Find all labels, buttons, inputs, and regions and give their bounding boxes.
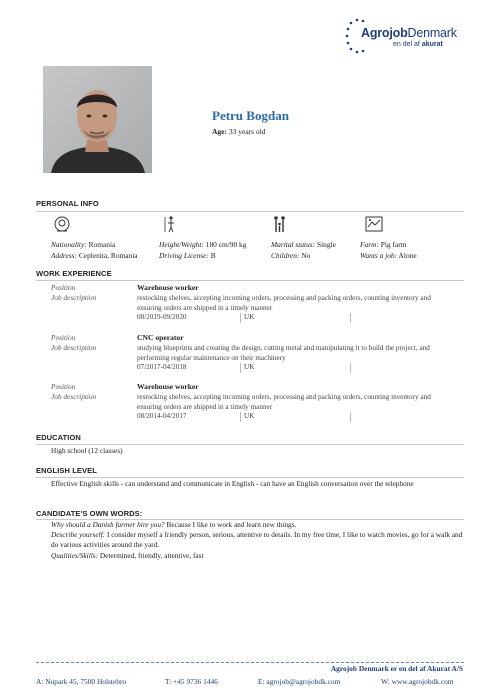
hire-reason: Why should a Danish farmer hire you? Because I like to work and learn new things. <box>51 520 297 529</box>
job-title: Warehouse worker <box>137 382 199 391</box>
job-description-label: Job description <box>51 392 97 401</box>
height-weight-field: Height/Weight: 180 cm/90 kg Driving License: B <box>159 240 247 260</box>
divider <box>240 412 241 422</box>
marital-status-field: Marital status: Single Children: No <box>271 240 336 260</box>
footer-divider <box>36 662 464 663</box>
education-text: High school (12 classes) <box>51 446 123 455</box>
divider <box>350 313 351 323</box>
candidate-name: Petru Bogdan <box>212 108 289 123</box>
job-description: studying blueprints and creating the design, cutting metal and manipulating it to build the project, and performing regular maintenance on their machinery <box>137 344 430 362</box>
agrojob-logo <box>345 16 475 56</box>
english-level-text: Effective English skills - can understand and communicate in English - can have an English conversation over the telephone <box>51 479 414 488</box>
position-label: Position <box>51 333 76 342</box>
job-title: Warehouse worker <box>137 283 199 292</box>
position-label: Position <box>51 283 76 292</box>
job-description: restocking shelves, accepting incoming orders, processing and packing orders, counting inventory and ensuring orders are shipped in a timely manner <box>137 294 431 312</box>
person-height-icon <box>160 214 180 234</box>
footer-phone: T: +45 9736 1446 <box>165 677 218 686</box>
education-heading: EDUCATION <box>36 433 81 442</box>
candidate-age: Age: 33 years old <box>212 127 266 136</box>
footer-address: A: Nupark 45, 7500 Holstebro <box>36 677 127 686</box>
job-country: UK <box>244 412 255 420</box>
divider <box>350 363 351 373</box>
divider <box>36 280 464 281</box>
divider <box>350 412 351 422</box>
footer-brand-line: Agrojob Denmark er en del af Akurat A/S <box>330 664 463 673</box>
job-title: CNC operator <box>137 333 184 342</box>
personal-info-heading: PERSONAL INFO <box>36 199 99 208</box>
work-experience-heading: WORK EXPERIENCE <box>36 269 112 278</box>
english-level-heading: ENGLISH LEVEL <box>36 466 97 475</box>
divider <box>36 211 464 212</box>
job-country: UK <box>244 313 255 321</box>
divider <box>240 313 241 323</box>
footer-website[interactable]: W: www.agrojobdk.com <box>381 677 454 686</box>
family-icon <box>270 214 290 234</box>
candidate-photo <box>43 66 152 173</box>
job-dates: 07/2017-04/2018 <box>137 363 187 371</box>
divider <box>36 477 464 478</box>
position-label: Position <box>51 382 76 391</box>
job-dates: 08/2019-09/2020 <box>137 313 187 321</box>
divider <box>36 444 464 445</box>
farm-field: Farm: Pig farm Wants a job: Alone <box>360 240 417 260</box>
own-words-text <box>51 520 469 561</box>
job-description-label: Job description <box>51 343 97 352</box>
own-words-heading: CANDIDATE'S OWN WORDS: <box>36 509 143 518</box>
self-description: Describe yourself: I consider myself a friendly person, serious, attentive to details. In my free time, I like to watch movies, go for a walk and do various activities around the yard. <box>51 530 463 550</box>
job-country: UK <box>244 363 255 371</box>
job-description: restocking shelves, accepting incoming orders, processing and packing orders, counting inventory and ensuring orders are shipped in a timely manner <box>137 393 431 411</box>
divider <box>240 363 241 373</box>
footer-email[interactable]: E: agrojob@agrojobdk.com <box>258 677 341 686</box>
farm-icon <box>364 214 384 234</box>
logo-tagline: en del af akurat <box>393 41 443 48</box>
nationality-field: Nationality: Romania Address: Ceplenita, Romania <box>51 240 138 260</box>
logo-wordmark: AgrojobDenmark <box>361 26 457 40</box>
globe-icon <box>52 214 72 234</box>
job-dates: 08/2014-04/2017 <box>137 412 187 420</box>
job-description-label: Job description <box>51 293 97 302</box>
qualities-skills: Qualities/Skills: Determined, friendly, attentive, fast <box>51 550 204 560</box>
